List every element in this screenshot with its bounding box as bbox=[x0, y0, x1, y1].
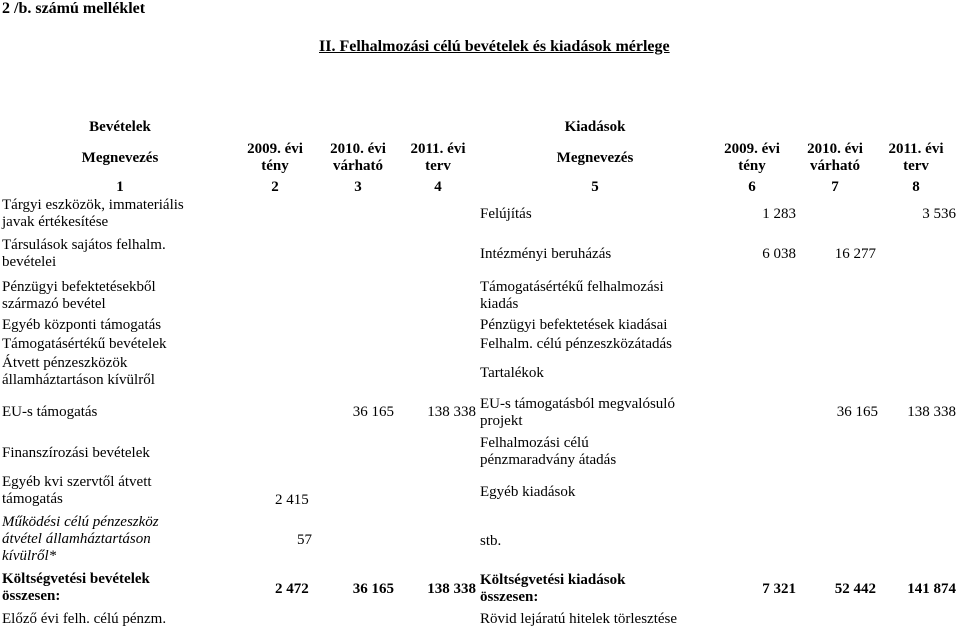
expense-eu-2011: 138 338 bbox=[907, 404, 956, 420]
col-number-7: 7 bbox=[831, 179, 839, 195]
col-number-8: 8 bbox=[912, 179, 920, 195]
revenue-row-label: Tárgyi eszközök, immateriális javak értékesítése bbox=[2, 197, 184, 230]
col-number-3: 3 bbox=[354, 179, 362, 195]
col-number-6: 6 bbox=[748, 179, 756, 195]
annex-label: 2 /b. számú melléklet bbox=[2, 0, 146, 17]
revenue-2009-header: 2009. évi tény bbox=[247, 141, 303, 174]
col-number-1: 1 bbox=[116, 179, 124, 195]
revenue-row-label: Egyéb központi támogatás bbox=[2, 317, 162, 333]
revenue-operating-2009: 57 bbox=[297, 532, 312, 548]
revenue-row-label: Támogatásértékű bevételek bbox=[2, 336, 167, 352]
expense-eu-2010: 36 165 bbox=[836, 404, 878, 420]
revenue-row-label: Pénzügyi befektetésekből származó bevétel bbox=[2, 279, 156, 312]
revenue-row-label: Társulások sajátos felhalm. bevételei bbox=[2, 237, 166, 270]
revenue-row-label: Finanszírozási bevételek bbox=[2, 445, 150, 461]
expense-name-header: Megnevezés bbox=[556, 150, 634, 166]
revenue-total-2011: 138 338 bbox=[427, 581, 476, 597]
expense-row-label: Rövid lejáratú hitelek törlesztése bbox=[480, 611, 678, 627]
col-number-2: 2 bbox=[271, 179, 279, 195]
col-number-4: 4 bbox=[434, 179, 442, 195]
expense-row-label: Pénzügyi befektetések kiadásai bbox=[480, 317, 668, 333]
revenue-other-2009: 2 415 bbox=[275, 492, 309, 508]
revenue-eu-2010: 36 165 bbox=[352, 404, 394, 420]
expense-investment-2010: 16 277 bbox=[834, 246, 876, 262]
expense-row-label: Egyéb kiadások bbox=[480, 484, 576, 500]
expense-row-label: Felhalmozási célú pénzmaradvány átadás bbox=[480, 435, 617, 468]
revenue-total-label: Költségvetési bevételek összesen: bbox=[2, 571, 150, 604]
expense-row-label: Tartalékok bbox=[480, 365, 544, 381]
expense-row-label: Felújítás bbox=[480, 206, 532, 222]
expense-row-label: stb. bbox=[480, 533, 502, 549]
revenue-total-2010: 36 165 bbox=[352, 581, 394, 597]
expense-2011-header: 2011. évi terv bbox=[888, 141, 944, 174]
revenue-row-label: Előző évi felh. célú pénzm. bbox=[2, 611, 167, 627]
revenue-name-header: Megnevezés bbox=[81, 150, 159, 166]
revenue-row-label: Egyéb kvi szervtől átvett támogatás bbox=[2, 474, 152, 507]
revenue-total-2009: 2 472 bbox=[275, 581, 309, 597]
expense-total-2010: 52 442 bbox=[834, 581, 876, 597]
revenue-row-label: Működési célú pénzeszköz átvétel államháztartáson kívülről* bbox=[2, 514, 159, 564]
expense-total-label: Költségvetési kiadások összesen: bbox=[480, 572, 626, 605]
expense-row-label: Támogatásértékű felhalmozási kiadás bbox=[480, 279, 664, 312]
expense-renovation-2011: 3 536 bbox=[922, 206, 956, 222]
revenue-eu-2011: 138 338 bbox=[427, 404, 476, 420]
expense-total-2011: 141 874 bbox=[907, 581, 956, 597]
revenue-group-header: Bevételek bbox=[89, 119, 151, 135]
expense-group-header: Kiadások bbox=[564, 119, 626, 135]
expense-row-label: Felhalm. célú pénzeszközátadás bbox=[480, 336, 672, 352]
expense-2010-header: 2010. évi várható bbox=[807, 141, 863, 174]
expense-renovation-2009: 1 283 bbox=[762, 206, 796, 222]
revenue-2010-header: 2010. évi várható bbox=[330, 141, 386, 174]
revenue-2011-header: 2011. évi terv bbox=[410, 141, 466, 174]
revenue-row-label: Átvett pénzeszközök államháztartáson kívülről bbox=[2, 355, 155, 388]
col-number-5: 5 bbox=[591, 179, 599, 195]
expense-investment-2009: 6 038 bbox=[762, 246, 796, 262]
page-title: II. Felhalmozási célú bevételek és kiadások mérlege bbox=[319, 38, 670, 55]
expense-row-label: EU-s támogatásból megvalósuló projekt bbox=[480, 396, 675, 429]
expense-row-label: Intézményi beruházás bbox=[480, 246, 612, 262]
expense-2009-header: 2009. évi tény bbox=[724, 141, 780, 174]
revenue-row-label: EU-s támogatás bbox=[2, 404, 98, 420]
expense-total-2009: 7 321 bbox=[762, 581, 796, 597]
